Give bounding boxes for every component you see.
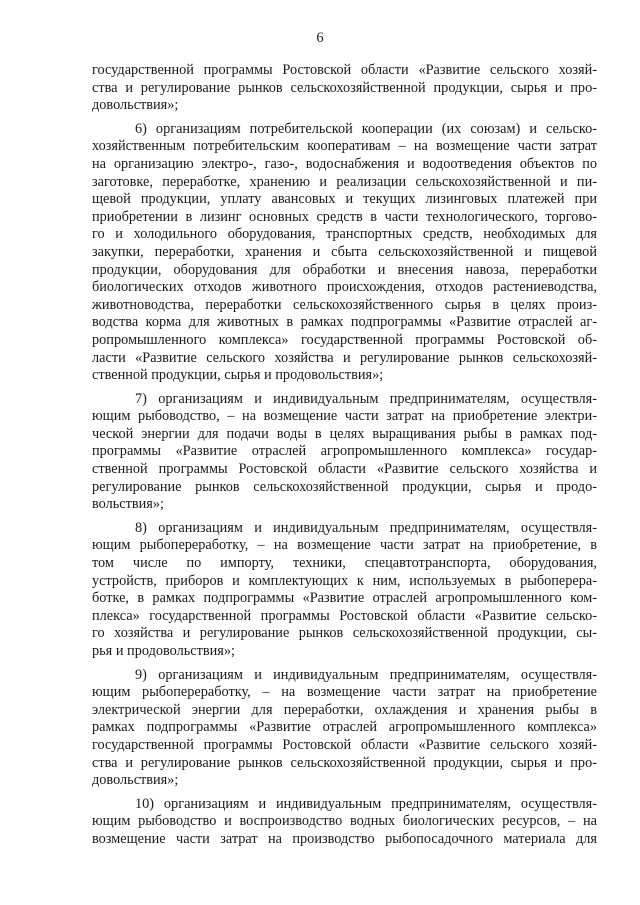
text-line: государственной программы Ростовской области «Развитие сельского хозяй- — [92, 62, 597, 78]
text-line: рья и продовольствия»; — [92, 643, 235, 659]
text-line: ющим рыбоводство и воспроизводство водных биологических ресурсов, – на — [92, 813, 597, 830]
text-line: ства и регулирование рынков сельскохозяйственной продукции, сырья и про- — [92, 79, 597, 96]
text-line: 9) организациям и индивидуальным предпринимателям, осуществля- — [135, 666, 597, 683]
text-line: ропромышленного комплекса» государственной программы Ростовской об- — [92, 331, 597, 348]
text-line: водства корма для животных в рамках подпрограммы «Развитие отраслей аг- — [92, 314, 597, 331]
text-line: животноводства, переработки сельскохозяйственного сырья в целях произ- — [92, 296, 597, 313]
paragraph — [92, 520, 597, 661]
text-line: хозяйственным потребительским кооперативам – на возмещение части затрат — [92, 138, 597, 155]
text-line: на организацию электро-, газо-, водоснабжения и водоотведения объектов по — [92, 155, 597, 172]
text-line: ющим рыбоводство, – на возмещение части затрат на приобретение электри- — [92, 408, 597, 425]
text-line: ласти «Развитие сельского хозяйства и регулирование рынков сельскохозяй- — [92, 349, 597, 366]
text-line: закупки, переработки, хранения и сбыта сельскохозяйственной и пищевой — [92, 243, 597, 260]
text-line: го и холодильного оборудования, транспортных средств, необходимых для — [92, 226, 597, 243]
text-line: регулирование рынков сельскохозяйственной продукции, сырья и продо- — [92, 478, 597, 495]
text-line: 7) организациям и индивидуальным предпринимателям, осуществля- — [135, 390, 597, 407]
text-line: заготовке, переработке, хранению и реализации сельскохозяйственной и пи- — [92, 173, 597, 190]
paragraph — [92, 391, 597, 514]
text-line: ства и регулирование рынков сельскохозяйственной продукции, сырья и про- — [92, 754, 597, 771]
text-line: довольствия»; — [92, 772, 179, 789]
text-line: ческой энергии для подачи воды в целях выращивания рыбы в рамках под- — [92, 425, 597, 442]
text-line: рамках подпрограммы «Развитие отраслей агропромышленного комплекса» — [92, 719, 597, 736]
text-line: ственной программы Ростовской области «Развитие сельского хозяйства и — [92, 461, 597, 478]
text-line: продукции, оборудования для обработки и внесения навоза, переработки — [92, 261, 597, 278]
text-line: ботке, в рамках подпрограммы «Развитие отраслей агропромышленного ком- — [92, 590, 597, 607]
text-line: вольствия»; — [92, 496, 164, 513]
text-line: государственной программы Ростовской области «Развитие сельского хозяй- — [92, 736, 597, 753]
paragraph — [92, 62, 597, 115]
paragraph — [92, 796, 597, 849]
text-line: возмещение части затрат на производство рыбопосадочного материала для — [92, 830, 597, 847]
text-line: том числе по импорту, техники, спецавтотранспорта, оборудования, — [92, 555, 597, 572]
text-line: го хозяйства и регулирование рынков сельскохозяйственной продукции, сы- — [92, 625, 597, 642]
text-line: щевой продукции, уплату авансовых и текущих лизинговых платежей при — [92, 191, 597, 208]
text-line: 8) организациям и индивидуальным предпринимателям, осуществля- — [135, 519, 597, 536]
text-line: ющим рыбопереработку, – на возмещение части затрат на приобретение, в — [92, 537, 597, 554]
text-line: 10) организациям и индивидуальным предпринимателям, осуществля- — [135, 795, 597, 812]
text-line: электрической энергии для переработки, охлаждения и хранения рыбы в — [92, 701, 597, 718]
text-line: плекса» государственной программы Ростовской области «Развитие сельско- — [92, 607, 597, 624]
text-line: программы «Развитие отраслей агропромышленного комплекса» государ- — [92, 443, 597, 460]
text-line: ющим рыбопереработку, – на возмещение части затрат на приобретение — [92, 684, 597, 701]
paragraph — [92, 667, 597, 790]
paragraph — [92, 121, 597, 385]
document-body — [92, 62, 597, 855]
text-line: довольствия»; — [92, 97, 179, 114]
text-line: приобретении в лизинг основных средств в части технологического, торгово- — [92, 208, 597, 225]
page-number: 6 — [316, 30, 324, 46]
text-line: устройств, приборов и комплектующих к ним, используемых в рыбоперера- — [92, 572, 597, 589]
text-line: 6) организациям потребительской кооперации (их союзам) и сельско- — [135, 120, 597, 137]
text-line: биологических отходов животного происхождения, отходов растениеводства, — [92, 279, 597, 296]
text-line: ственной продукции, сырья и продовольствия»; — [92, 367, 384, 384]
